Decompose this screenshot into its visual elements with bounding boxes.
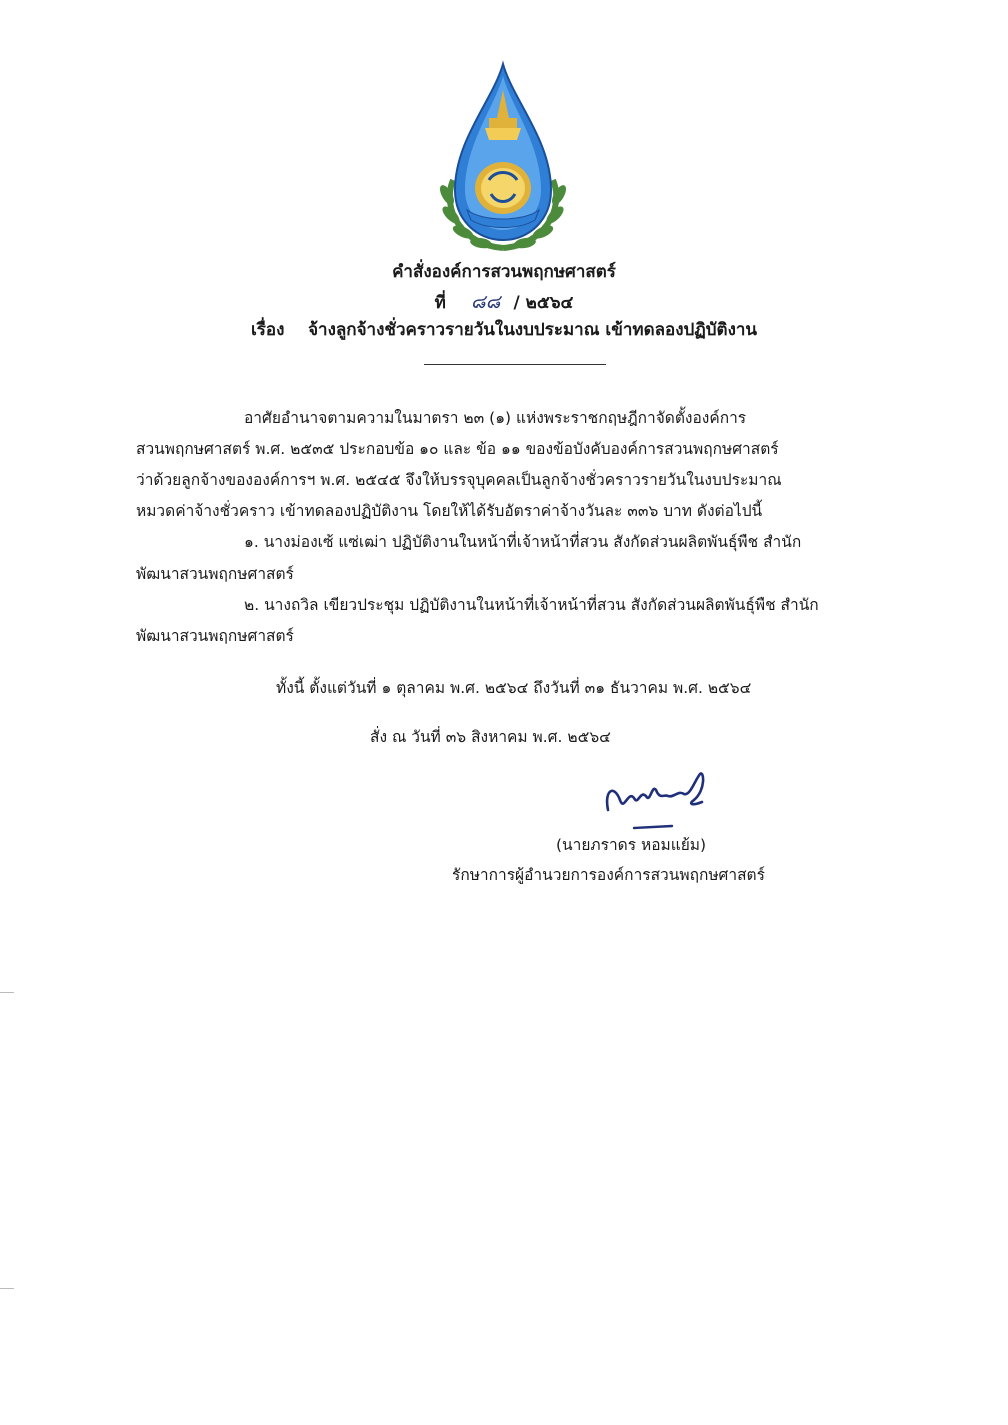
order-number-line [0, 287, 1008, 317]
list-item-2-continuation: พัฒนาสวนพฤกษศาสตร์ [136, 627, 294, 645]
scan-edge-mark [0, 1288, 14, 1289]
subject-label: เรื่อง [250, 320, 285, 340]
handwritten-signature-icon [594, 760, 724, 832]
list-item-1-continuation: พัฒนาสวนพฤกษศาสตร์ [136, 565, 294, 583]
header-divider [424, 364, 606, 365]
body-line-4: หมวดค่าจ้างชั่วคราว เข้าทดลองปฏิบัติงาน โดยให้ได้รับอัตราค่าจ้างวันละ ๓๓๖ บาท ดังต่อไปนี้ [136, 502, 763, 520]
order-date: สั่ง ณ วันที่ ๓๖ สิงหาคม พ.ศ. ๒๕๖๔ [370, 728, 611, 746]
effective-period: ทั้งนี้ ตั้งแต่วันที่ ๑ ตุลาคม พ.ศ. ๒๕๖๔ ถึงวันที่ ๓๑ ธันวาคม พ.ศ. ๒๕๖๔ [276, 679, 752, 697]
subject-text: จ้างลูกจ้างชั่วคราวรายวันในงบประมาณ เข้าทดลองปฏิบัติงาน [308, 320, 758, 340]
document-title: คำสั่งองค์การสวนพฤกษศาสตร์ [392, 262, 616, 282]
list-item-1: ๑. นางม่องเซ้ แซ่เฒ่า ปฏิบัติงานในหน้าที่เจ้าหน้าที่สวน สังกัดส่วนผลิตพันธุ์พืช สำนัก [244, 533, 802, 551]
list-item-2: ๒. นางถวิล เขียวประชุม ปฏิบัติงานในหน้าที่เจ้าหน้าที่สวน สังกัดส่วนผลิตพันธุ์พืช สำนัก [244, 596, 819, 614]
order-number-prefix: ที่ [434, 293, 446, 313]
signatory-position: รักษาการผู้อำนวยการองค์การสวนพฤกษศาสตร์ [452, 866, 765, 884]
subject-line [0, 316, 1008, 343]
order-number-suffix: / ๒๕๖๔ [513, 293, 574, 313]
order-number-handwritten: ๘๘ [470, 291, 501, 313]
signatory-name: (นายภราดร หอมแย้ม) [556, 836, 707, 854]
body-line-3: ว่าด้วยลูกจ้างขององค์การฯ พ.ศ. ๒๕๔๕ จึงให้บรรจุบุคคลเป็นลูกจ้างชั่วคราวรายวันในงบประมาณ [136, 471, 782, 489]
body-line-1: อาศัยอำนาจตามความในมาตรา ๒๓ (๑) แห่งพระราชกฤษฎีกาจัดตั้งองค์การ [244, 409, 747, 427]
organization-emblem-icon [423, 60, 583, 255]
body-line-2: สวนพฤกษศาสตร์ พ.ศ. ๒๕๓๕ ประกอบข้อ ๑๐ และ ข้อ ๑๑ ของข้อบังคับองค์การสวนพฤกษศาสตร์ [136, 440, 779, 458]
scan-edge-mark [0, 992, 14, 993]
